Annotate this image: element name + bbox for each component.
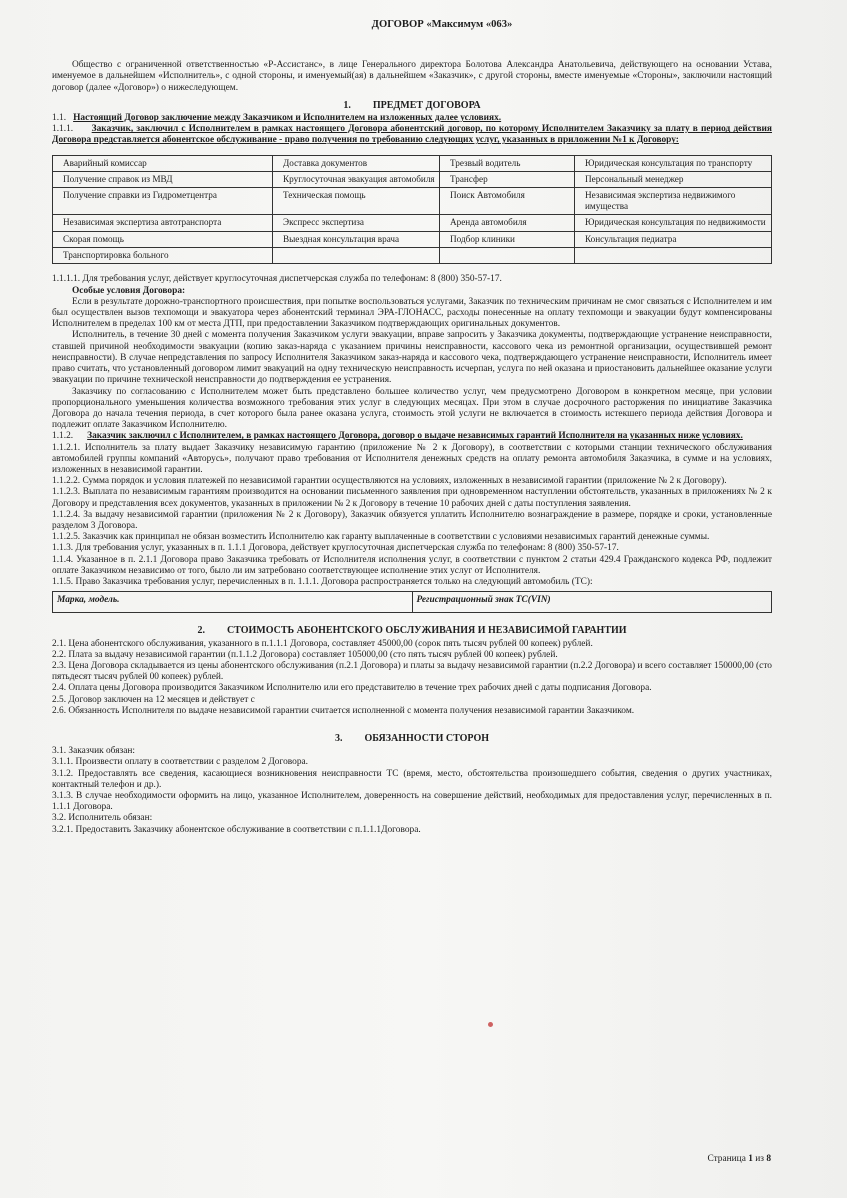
vehicle-reg-cell: Регистрационный знак ТС(VIN) <box>412 592 772 613</box>
section-2-item: 2.4. Оплата цены Договора производится Заказчиком Исполнителю или его представителю в течение трех рабочих дней с даты подписания Договора. <box>52 683 652 694</box>
services-cell: Техническая помощь <box>273 188 440 215</box>
services-cell: Получение справок из МВД <box>53 172 273 188</box>
clause-1-1-2-2: 1.1.2.2. Сумма порядок и условия платежей по независимой гарантии осуществляются на условиях, изложенных в независимой гарантии (приложение № 2 к Договору). <box>52 476 727 487</box>
section-3-number: 3. <box>334 732 343 744</box>
footer-total: 8 <box>766 1154 771 1164</box>
services-cell: Независимая экспертиза автотранспорта <box>53 215 273 231</box>
services-row <box>53 155 772 171</box>
services-cell: Доставка документов <box>273 155 440 171</box>
clause-1-1-number: 1.1. <box>52 113 67 124</box>
services-cell: Независимая экспертиза недвижимого имущества <box>575 188 772 215</box>
services-table <box>52 155 772 265</box>
clause-1-1-3: 1.1.3. Для требования услуг, указанных в п. 1.1.1 Договора, действует круглосуточная диспетчерская служба по телефонам: 8 (800) 350-57-17. <box>52 543 619 554</box>
clause-1-1-2-text: Заказчик заключил с Исполнителем, в рамках настоящего Договора, договор о выдаче независимых гарантий Исполнителя на указанных ниже условиях. <box>87 431 743 442</box>
section-1-title: ПРЕДМЕТ ДОГОВОРА <box>372 99 481 111</box>
section-2-number: 2. <box>197 625 205 637</box>
footer-prefix: Страница <box>707 1154 746 1164</box>
intro-paragraph: Общество с ограниченной ответственностью «Р-Ассистанс», в лице Генерального директора Болотова Александра Анатольевича, действующего на основании Устава, именуемое в дальнейшем «Исполнитель», с одной стороны, и именуемый(ая) в дальнейшем «Заказчик», с другой стороны, вместе именуемые «Стороны», заключили настоящий договор (далее «Договор») о нижеследующем. <box>52 60 772 93</box>
section-1-number: 1. <box>343 99 351 111</box>
section-2-item: 2.1. Цена абонентского обслуживания, указанного в п.1.1.1 Договора, составляет 45000,00 (сорок пять тысяч рублей 00 копеек) рублей. <box>52 638 593 649</box>
services-cell <box>440 248 575 264</box>
vehicle-model-cell: Марка, модель. <box>53 592 413 613</box>
section-2-items <box>52 639 772 717</box>
document-body <box>52 16 772 836</box>
section-3-item: 3.1. Заказчик обязан: <box>52 746 136 757</box>
special-paragraph-2: Исполнитель, в течение 30 дней с момента получения Заказчиком услуги эвакуации, вправе запросить у Заказчика документы, подтверждающие устранение неисправности, ставшей причиной необходимости эвакуации (копию заказ-наряда с указанием причины неисправности, кассового чека из ремонтной организации, осуществившей ремонт неисправности). В случае непредставления по запросу Исполнителя Заказчиком заказ-наряда и кассового чека, подтверждающего устранение неисправности, Исполнитель имеет право считать, что установленный договором лимит эвакуаций на одну техническую неисправность исчерпан, услуга по ней оказана и приостановить дальнейшее оказание услуги эвакуации по причине технической неисправности до подтверждения ее устранения. <box>52 330 772 386</box>
clause-1-1-2-1: 1.1.2.1. Исполнитель за плату выдает Заказчику независимую гарантию (приложение № 2 к Договору), в соответствии с которыми станции технического обслуживания автомобилей группы компаний «Авторусь», получают право требования от Исполнителя денежных средств на оплату ремонта автомобиля Заказчика, в сумме и на условиях, изложенных в независимой гарантии. <box>52 442 772 475</box>
section-2-title: СТОИМОСТЬ АБОНЕНТСКОГО ОБСЛУЖИВАНИЯ И НЕЗАВИСИМОЙ ГАРАНТИИ <box>226 625 627 637</box>
services-cell <box>273 248 440 264</box>
section-3-heading <box>52 733 772 744</box>
services-cell: Юридическая консультация по недвижимости <box>575 215 772 231</box>
clause-1-1-4: 1.1.4. Указанное в п. 2.1.1 Договора право Заказчика требовать от Исполнителя исполнения услуг, в соответствии с пунктом 2 статьи 429.4 Гражданского кодекса РФ, подлежит оплате Заказчиком независимо от того, было ли им затребовано соответствующее исполнение этих услуг от Исполнителя. <box>52 554 772 576</box>
clause-1-1-5: 1.1.5. Право Заказчика требования услуг, перечисленных в п. 1.1.1. Договора распространяется только на следующий автомобиль (ТС): <box>52 576 593 587</box>
clause-1-1-2-number: 1.1.2. <box>52 431 74 442</box>
special-paragraph-1: Если в результате дорожно-транспортного происшествия, при попытке воспользоваться услугами, Заказчик по техническим причинам не смог связаться с Исполнителем и им был осуществлен вызов техпомощи и эвакуатора через абонентский терминал ЭРА-ГЛОНАСС, расходы понесенные на оплату техпомощи и эвакуации будут компенсированы Исполнителем в пределах 100 км от места ДТП, при предоставлении Заказчиком подтверждающих оригинальных документов. <box>52 296 772 330</box>
services-row <box>53 215 772 231</box>
section-3-title: ОБЯЗАННОСТИ СТОРОН <box>364 732 490 744</box>
services-cell: Аренда автомобиля <box>440 215 575 231</box>
clause-1-1-2-4: 1.1.2.4. За выдачу независимой гарантии (приложения № 2 к Договору), Заказчик обязуется уплатить Исполнителю вознаграждение в размере, порядке и сроки, установленные разделом 3 Договора. <box>52 509 772 531</box>
services-row <box>53 172 772 188</box>
clause-1-1 <box>52 113 772 124</box>
clause-1-1-1-number: 1.1.1. <box>52 124 74 135</box>
services-cell: Поиск Автомобиля <box>440 188 575 215</box>
clause-1-1-2-3: 1.1.2.3. Выплата по независимым гарантиям производится на основании письменного заявления при одновременном наступлении обстоятельств, указанных в приложениях № 2 к Договору и представления всех документов, указанных в приложении № 2 к Договору в течение 10 рабочих дней с даты поступления заявления. <box>52 487 772 509</box>
services-cell: Юридическая консультация по транспорту <box>575 155 772 171</box>
services-cell <box>575 248 772 264</box>
clause-1-1-text: Настоящий Договор заключение между Заказчиком и Исполнителем на изложенных далее условиях. <box>73 113 502 124</box>
section-2-item: 2.3. Цена Договора складывается из цены абонентского обслуживания (п.2.1 Договора) и платы за выдачу независимой гарантии (п.2.2 Договора) и всего составляет 150000,00 (сто пятьдесят тысяч рублей 00 копеек) рублей. <box>52 660 772 683</box>
services-cell: Экспресс экспертиза <box>273 215 440 231</box>
section-2-item: 2.6. Обязанность Исполнителя по выдаче независимой гарантии считается исполненной с момента получения независимой гарантии Заказчиком. <box>52 705 635 716</box>
special-conditions-title: Особые условия Договора: <box>72 285 186 296</box>
clause-1-1-1-1: 1.1.1.1. Для требования услуг, действует круглосуточная диспетчерская служба по телефонам: 8 (800) 350-57-17. <box>52 274 502 285</box>
services-cell: Персональный менеджер <box>575 172 772 188</box>
services-cell: Трансфер <box>440 172 575 188</box>
services-cell: Подбор клиники <box>440 231 575 247</box>
page-footer <box>707 1154 771 1164</box>
section-2-item: 2.5. Договор заключен на 12 месяцев и действует с <box>52 694 255 705</box>
footer-page: 1 <box>748 1154 753 1164</box>
vehicle-table <box>52 591 772 613</box>
section-3-item: 3.1.3. В случае необходимости оформить на лицо, указанное Исполнителем, доверенность на совершение действий, необходимых для предоставления услуг, перечисленных в п. 1.1.1 Договора. <box>52 791 772 813</box>
services-row <box>53 188 772 215</box>
services-cell: Консультация педиатра <box>575 231 772 247</box>
section-2-item: 2.2. Плата за выдачу независимой гарантии (п.1.1.2 Договора) составляет 105000,00 (сто пять тысяч рублей 00 копеек) рублей. <box>52 649 558 660</box>
services-cell: Круглосуточная эвакуация автомобиля <box>273 172 440 188</box>
section-3-item: 3.1.2. Предоставлять все сведения, касающиеся возникновения неисправности ТС (время, место, обстоятельства произошедшего события, сведения о других участниках, контактный телефон и др.). <box>52 768 772 790</box>
section-1-heading <box>52 100 772 111</box>
services-cell: Получение справки из Гидрометцентра <box>53 188 273 215</box>
section-3-item: 3.2.1. Предоставить Заказчику абонентское обслуживание в соответствии с п.1.1.1Договора. <box>52 824 421 835</box>
document-title: ДОГОВОР «Максимум «063» <box>371 19 513 30</box>
services-cell: Транспортировка больного <box>53 248 273 264</box>
services-row <box>53 248 772 264</box>
clause-1-1-2-5: 1.1.2.5. Заказчик как принципал не обязан возместить Исполнителю как гаранту выплаченные в соответствии с условиями независимых гарантий денежные суммы. <box>52 532 710 543</box>
special-paragraph-3: Заказчику по согласованию с Исполнителем может быть представлено большее количество услуг, чем предусмотрено Договором в конкретном месяце, при условии пропорционального уменьшения количества возможного требования этих услуг в следующих месяцах. При этом в случае досрочного расторжения по инициативе Заказчика Договора до начала течения периода, в счет которого была ранее оказана услуга, стоимость этой услуги не включается в стоимость истекшего периода действия Договора и подлежит оплате Заказчиком Исполнителю. <box>52 386 772 431</box>
footer-mid: из <box>755 1154 764 1164</box>
clause-1-1-1-text: Заказчик, заключил с Исполнителем в рамках настоящего Договора абонентский договор, по которому Исполнителем Заказчику за плату в период действия Договора представляется абонентское обслуживание - право получения по требованию следующих услуг, указанных в приложении №1 к Договору: <box>52 124 772 146</box>
section-2-heading <box>52 625 772 636</box>
services-row <box>53 231 772 247</box>
section-3-items <box>52 746 772 836</box>
services-cell: Скорая помощь <box>53 231 273 247</box>
clause-1-1-2 <box>52 431 772 442</box>
section-3-item: 3.2. Исполнитель обязан: <box>52 813 153 824</box>
section-3-item: 3.1.1. Произвести оплату в соответствии с разделом 2 Договора. <box>52 757 309 768</box>
services-cell: Выездная консультация врача <box>273 231 440 247</box>
services-cell: Трезвый водитель <box>440 155 575 171</box>
red-mark-dot <box>488 1022 493 1027</box>
clause-1-1-1 <box>52 124 772 146</box>
services-cell: Аварийный комиссар <box>53 155 273 171</box>
